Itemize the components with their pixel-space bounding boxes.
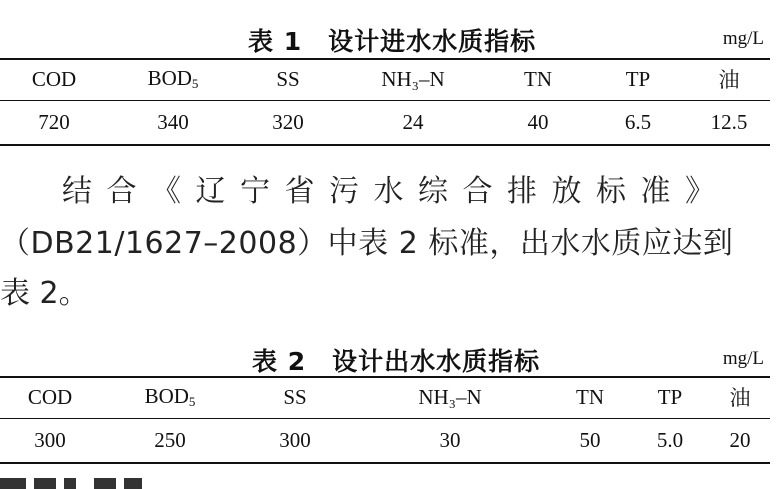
table-row: [0, 104, 770, 140]
paragraph-line-1: 结合《辽宁省污水综合排放标准》: [62, 174, 730, 209]
table2-header-oil: 油: [729, 386, 751, 410]
table1-header-bod-text: BOD: [147, 66, 192, 90]
table2-value-tp: 5.0: [656, 427, 684, 452]
table1-header-cod: COD: [31, 66, 77, 91]
cropped-text-fragment: [0, 478, 200, 489]
table1-header-tp: TP: [625, 66, 651, 91]
table1-value-ss: 320: [272, 109, 304, 134]
table1-header-ss: SS: [276, 66, 300, 91]
table1-value-tn: 40: [527, 109, 549, 134]
paragraph-line-2: （DB21/1627–2008）中表 2 标准，出水水质应达到: [0, 226, 734, 261]
table2-value-tn: 50: [579, 427, 601, 452]
table2-header-nh3n: NH₃–N: [418, 384, 482, 409]
table1-value-cod: 720: [38, 109, 70, 134]
table2-value-nh3n: 30: [439, 427, 461, 452]
table2-header-bod-text: BOD: [144, 384, 189, 408]
table1-header-tn: TN: [524, 66, 552, 91]
paragraph-line-3: 表 2。: [0, 276, 89, 311]
table2-bottom-rule: [0, 462, 770, 464]
table1-header-nh3n: NH₃–N: [381, 66, 445, 91]
table2-header-bod: [100, 380, 240, 414]
table2-header-tn: TN: [576, 384, 604, 409]
table2-value-cod: 300: [34, 427, 66, 452]
table2-caption: [0, 342, 782, 376]
table1-top-rule: [0, 58, 770, 60]
table1-mid-rule: [0, 100, 770, 101]
table1-bottom-rule: [0, 144, 770, 146]
table1-header-oil: 油: [718, 68, 740, 92]
table2-header-tp: TP: [657, 384, 683, 409]
table-row: [0, 422, 770, 458]
table2-value-oil: 20: [729, 427, 751, 452]
table2-title: 表 2 设计出水水质指标: [252, 347, 541, 376]
table1-value-bod: 340: [157, 109, 189, 134]
table1-header-bod-sub: 5: [191, 76, 199, 91]
table2-unit: mg/L: [722, 348, 764, 369]
table2-top-rule: [0, 376, 770, 378]
table2-value-ss: 300: [279, 427, 311, 452]
table1: [0, 62, 770, 96]
table1-body: [0, 104, 770, 140]
table1-value-nh3n: 24: [402, 109, 424, 134]
table1-unit: mg/L: [722, 28, 764, 49]
table2-mid-rule: [0, 418, 770, 419]
table2-body: [0, 422, 770, 458]
table1-header-row: [0, 62, 770, 96]
table1-header-bod: [108, 62, 238, 96]
table2-header-row: [0, 380, 770, 414]
table1-value-oil: 12.5: [710, 109, 748, 134]
table1-title: 表 1 设计进水水质指标: [248, 27, 537, 56]
table2-value-bod: 250: [154, 427, 186, 452]
table1-value-tp: 6.5: [624, 109, 652, 134]
table2-header-ss: SS: [283, 384, 307, 409]
table1-caption: [0, 22, 782, 56]
table2: [0, 380, 770, 414]
table2-header-cod: COD: [27, 384, 73, 409]
table2-header-bod-sub: 5: [188, 394, 196, 409]
